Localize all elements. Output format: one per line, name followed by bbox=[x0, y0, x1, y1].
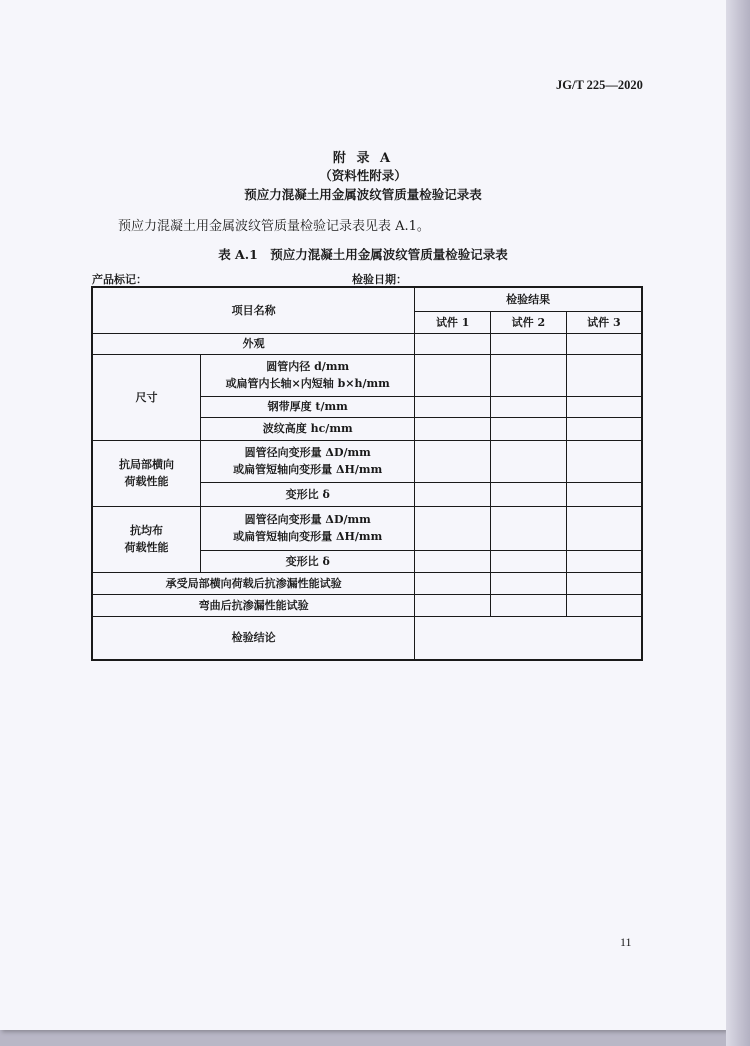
result-cell bbox=[415, 506, 491, 550]
table-row bbox=[92, 440, 642, 482]
result-cell bbox=[491, 440, 567, 482]
uniform-deform-line-1: 圆管径向变形量 ΔD/mm bbox=[244, 513, 371, 526]
result-cell bbox=[415, 482, 491, 506]
result-cell bbox=[415, 550, 491, 572]
leak-after-load-label: 承受局部横向荷载后抗渗漏性能试验 bbox=[92, 572, 415, 594]
diameter-line-2: 或扁管内长轴×内短轴 b×h/mm bbox=[225, 377, 390, 390]
result-cell bbox=[415, 333, 491, 354]
result-cell bbox=[566, 572, 642, 594]
result-cell bbox=[415, 440, 491, 482]
page-edge-shadow bbox=[726, 0, 750, 1046]
local-load-line-1: 抗局部横向 bbox=[119, 458, 175, 471]
table-row bbox=[92, 506, 642, 550]
local-load-line-2: 荷载性能 bbox=[124, 475, 169, 488]
intro-text: 预应力混凝土用金属波纹管质量检验记录表见表 A.1。 bbox=[118, 219, 430, 234]
result-cell bbox=[491, 506, 567, 550]
result-cell bbox=[415, 354, 491, 396]
table-row bbox=[92, 572, 642, 594]
local-load-label bbox=[92, 440, 201, 506]
result-cell bbox=[566, 594, 642, 616]
specimen-3-header: 试件 3 bbox=[566, 311, 642, 333]
table-row bbox=[92, 616, 642, 660]
result-cell bbox=[491, 572, 567, 594]
uniform-deform-line-2: 或扁管短轴向变形量 ΔH/mm bbox=[233, 530, 383, 543]
conclusion-label: 检验结论 bbox=[92, 616, 415, 660]
product-mark-label: 产品标记： bbox=[92, 273, 147, 286]
result-cell bbox=[415, 594, 491, 616]
result-cell bbox=[566, 550, 642, 572]
appendix-title: 附 录 A bbox=[332, 151, 394, 166]
appearance-label: 外观 bbox=[92, 333, 415, 354]
uniform-load-label bbox=[92, 506, 201, 572]
result-cell bbox=[491, 594, 567, 616]
item-name-header: 项目名称 bbox=[92, 287, 415, 333]
specimen-2-header: 试件 2 bbox=[491, 311, 567, 333]
result-cell bbox=[415, 572, 491, 594]
result-cell bbox=[415, 396, 491, 417]
result-cell bbox=[566, 396, 642, 417]
table-row bbox=[92, 333, 642, 354]
result-cell bbox=[566, 482, 642, 506]
inspection-record-table bbox=[91, 286, 643, 661]
uniform-load-line-2: 荷载性能 bbox=[124, 541, 169, 554]
result-cell bbox=[491, 396, 567, 417]
result-cell bbox=[491, 482, 567, 506]
conclusion-cell bbox=[415, 616, 642, 660]
result-cell bbox=[415, 417, 491, 440]
result-cell bbox=[566, 354, 642, 396]
local-ratio-label: 变形比 δ bbox=[201, 482, 415, 506]
table-caption: 表 A.1 预应力混凝土用金属波纹管质量检验记录表 bbox=[218, 247, 508, 262]
local-deform-label bbox=[201, 440, 415, 482]
size-label: 尺寸 bbox=[92, 354, 201, 440]
ripple-height-label: 波纹高度 hc/mm bbox=[201, 417, 415, 440]
inspect-date-label: 检验日期： bbox=[352, 273, 407, 286]
table-row bbox=[92, 594, 642, 616]
specimen-1-header: 试件 1 bbox=[415, 311, 491, 333]
result-cell bbox=[566, 417, 642, 440]
diameter-line-1: 圆管内径 d/mm bbox=[266, 360, 350, 373]
result-cell bbox=[491, 550, 567, 572]
leak-after-bend-label: 弯曲后抗渗漏性能试验 bbox=[92, 594, 415, 616]
uniform-load-line-1: 抗均布 bbox=[130, 524, 164, 537]
result-cell bbox=[491, 354, 567, 396]
results-header: 检验结果 bbox=[415, 287, 642, 311]
diameter-label bbox=[201, 354, 415, 396]
table-header-row bbox=[92, 287, 642, 311]
uniform-deform-label bbox=[201, 506, 415, 550]
local-deform-line-1: 圆管径向变形量 ΔD/mm bbox=[244, 446, 371, 459]
uniform-ratio-label: 变形比 δ bbox=[201, 550, 415, 572]
result-cell bbox=[566, 440, 642, 482]
local-deform-line-2: 或扁管短轴向变形量 ΔH/mm bbox=[233, 463, 383, 476]
appendix-subject: 预应力混凝土用金属波纹管质量检验记录表 bbox=[244, 187, 482, 202]
result-cell bbox=[491, 333, 567, 354]
page-number: 11 bbox=[620, 935, 632, 949]
result-cell bbox=[566, 506, 642, 550]
table-row bbox=[92, 354, 642, 396]
strip-thickness-label: 钢带厚度 t/mm bbox=[201, 396, 415, 417]
result-cell bbox=[566, 333, 642, 354]
result-cell bbox=[491, 417, 567, 440]
doc-number: JG/T 225—2020 bbox=[556, 78, 643, 92]
appendix-type: （资料性附录） bbox=[319, 168, 407, 183]
